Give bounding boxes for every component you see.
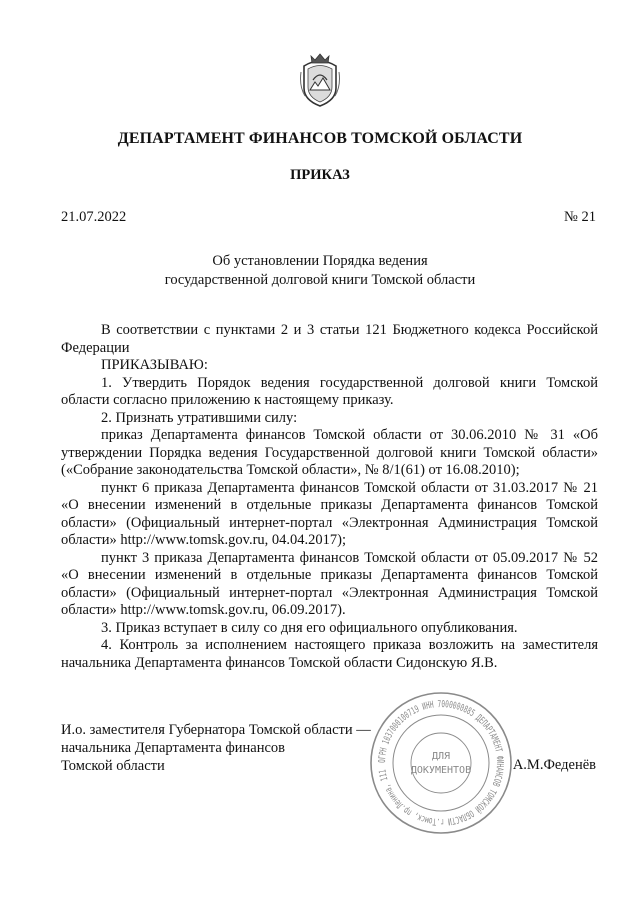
body-paragraph: 1. Утвердить Порядок ведения государственной долговой книги Томской области согласно приложению к настоящему приказу. [61,374,598,408]
signatory-line: Томской области [61,758,165,774]
order-number: № 21 [564,209,596,225]
official-seal-stamp [368,690,514,836]
seal-center-text: ДОКУМЕНТОВ [410,765,472,776]
order-subject [0,252,640,290]
body-paragraph: В соответствии с пунктами 2 и 3 статьи 121 Бюджетного кодекса Российской Федерации [61,322,598,356]
subject-line: государственной долговой книги Томской области [164,272,476,288]
seal-ring-text: ОГРН 1037000100719 ИНН 7000000885 ДЕПАРТАМЕНТ ФИНАНСОВ ТОМСКОЙ ОБЛАСТИ г.Томск, пр.Ленина, 111 [376,698,506,828]
body-paragraph: 2. Признать утратившими силу: [101,409,298,426]
coat-of-arms-emblem [299,52,341,108]
document-type-title: ПРИКАЗ [290,167,350,183]
signatory-line: начальника Департамента финансов [61,740,286,756]
seal-center-text: ДЛЯ [431,751,451,762]
body-paragraph: пункт 3 приказа Департамента финансов Томской области от 05.09.2017 № 52 «О внесении изменений в отдельные приказы Департамента финансов Томской области» (Официальный интернет-портал «Электронная Администрация Томской области» http://www.tomsk.gov.ru, 06.09.2017). [61,549,598,618]
signatory-title [61,721,371,775]
body-paragraph: приказ Департамента финансов Томской области от 30.06.2010 № 31 «Об утверждении Порядка ведения Государственной долговой книги Томской области» («Собрание законодательства Томской области», № 8/1(61) от 16.08.2010); [61,427,598,478]
seal-outer-ring [371,693,511,833]
signatory-line: И.о. заместителя Губернатора Томской области — [61,722,371,738]
seal-center-ring [411,733,471,793]
body-paragraph: ПРИКАЗЫВАЮ: [101,357,208,373]
signatory-name: А.М.Феденёв [512,757,596,773]
order-date: 21.07.2022 [61,209,127,225]
department-title: ДЕПАРТАМЕНТ ФИНАНСОВ ТОМСКОЙ ОБЛАСТИ [117,130,523,147]
order-body [61,322,598,672]
body-paragraph: пункт 6 приказа Департамента финансов Томской области от 31.03.2017 № 21 «О внесении изменений в отдельные приказы Департамента финансов Томской области» (Официальный интернет-портал «Электронная Администрация Томской области» http://www.tomsk.gov.ru, 04.04.2017); [61,479,598,548]
seal-inner-ring [393,715,489,811]
subject-line: Об установлении Порядка ведения [212,253,428,269]
body-paragraph: 3. Приказ вступает в силу со дня его официального опубликования. [101,619,518,636]
body-paragraph: 4. Контроль за исполнением настоящего приказа возложить на заместителя начальника Департамента финансов Томской области Сидонскую Я.В. [61,637,598,671]
